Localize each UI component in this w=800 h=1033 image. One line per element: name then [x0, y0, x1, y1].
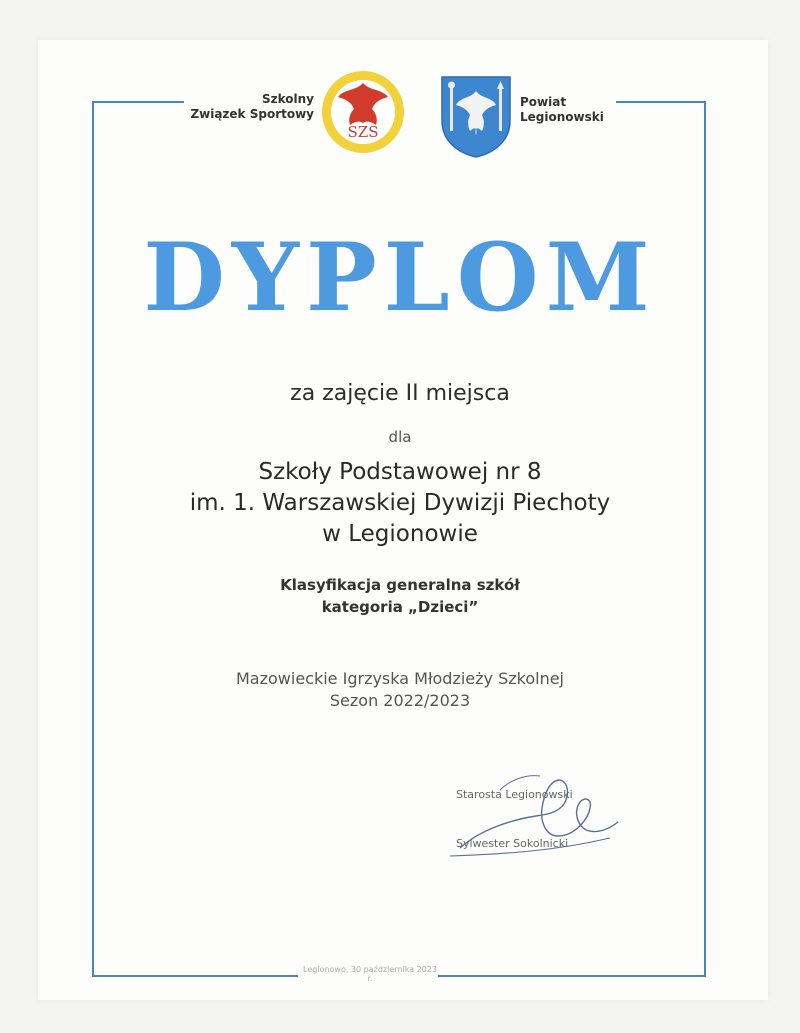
- award-for: dla: [388, 428, 412, 446]
- school-line2: im. 1. Warszawskiej Dywizji Piechoty: [189, 490, 611, 516]
- handwritten-signature-icon: [440, 760, 640, 870]
- szs-logo-icon: [320, 69, 406, 155]
- event-line2: Sezon 2022/2023: [329, 691, 471, 710]
- school-line3: w Legionowie: [322, 521, 478, 547]
- classification-line1: Klasyfikacja generalna szkół: [280, 576, 520, 594]
- szs-org-name: [188, 92, 314, 122]
- recipient-school: [0, 457, 800, 550]
- frame-bottom-left: [92, 975, 298, 977]
- event-line1: Mazowieckie Igrzyska Młodzieży Szkolnej: [236, 669, 564, 688]
- svg-text:SZS: SZS: [347, 123, 379, 141]
- award-place: za zajęcie II miejsca: [290, 381, 510, 406]
- powiat-org-line2: Legionowski: [520, 110, 604, 124]
- signatory-name: Sylwester Sokolnicki: [456, 837, 569, 850]
- school-line1: Szkoły Podstawowej nr 8: [258, 459, 542, 485]
- frame-top-left: [92, 101, 184, 103]
- place-and-date: Legionowo, 30 października 2023 r.: [303, 965, 437, 983]
- classification-line2: kategoria „Dzieci”: [321, 598, 479, 616]
- powiat-org-line1: Powiat: [520, 95, 567, 109]
- powiat-org-name: [520, 95, 640, 125]
- classification: [0, 574, 800, 618]
- szs-org-line1: Szkolny: [261, 92, 314, 106]
- signatory-role: Starosta Legionowski: [456, 788, 573, 801]
- legionowski-crest-icon: [440, 75, 512, 159]
- frame-bottom-right: [438, 975, 706, 977]
- event-info: [0, 668, 800, 712]
- diploma-title: DYPLOM: [143, 223, 657, 333]
- szs-org-line2: Związek Sportowy: [190, 107, 314, 121]
